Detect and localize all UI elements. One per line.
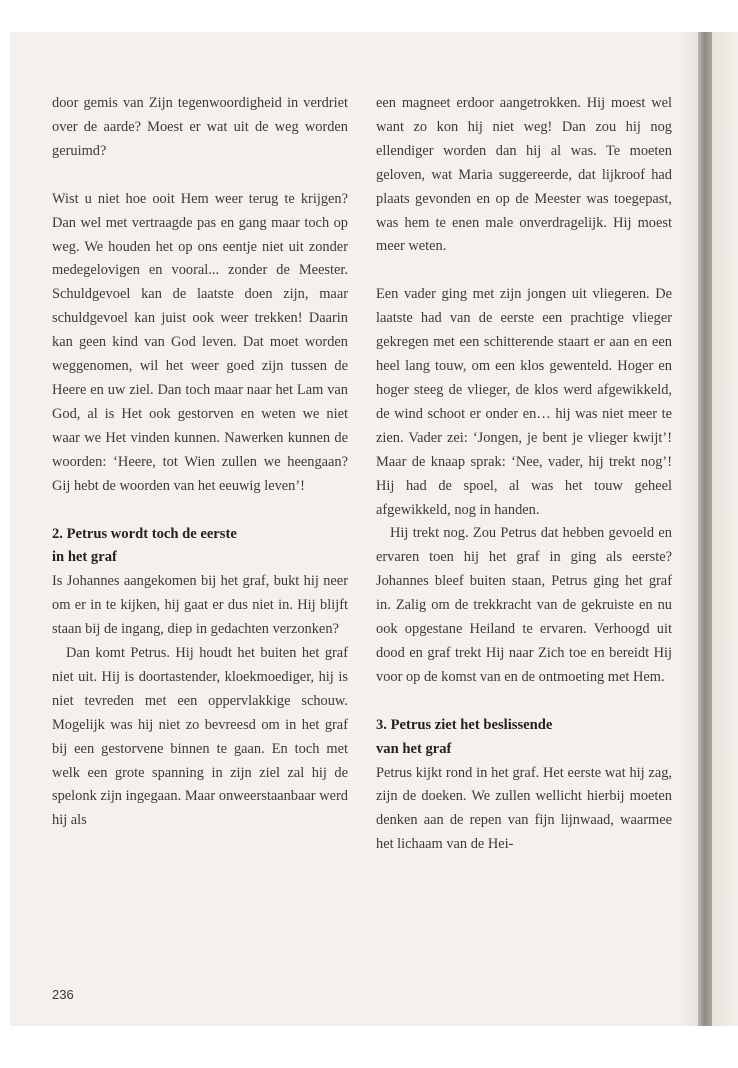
page-number: 236	[52, 987, 74, 1002]
paragraph: Petrus kijkt rond in het graf. Het eerste wat hij zag, zijn de doeken. We zullen wellicht hierbij moeten denken aan de repen van fijn lijnwaad, waarmee het lichaam van de Hei-	[376, 764, 672, 853]
left-column	[52, 92, 348, 833]
section-heading-3	[376, 714, 672, 762]
paragraph: Dan komt Petrus. Hij houdt het buiten het graf niet uit. Hij is doortastender, kloekmoediger, hij is niet tevreden met een oppervlakkige schouw. Mogelijk was hij niet zo bevreesd om in het graf bij een gestorvene binnen te gaan. En toch met welk een grote spanning in zijn ziel zal hij de spelonk zijn ingegaan. Maar onweerstaanbaar werd hij als	[52, 645, 348, 829]
paragraph: Hij trekt nog. Zou Petrus dat hebben gevoeld en ervaren toen hij het graf in ging als eerste? Johannes bleef buiten staan, Petrus ging het graf in. Zalig om de trekkracht van de gekruiste en nu ook opgestane Heiland te ervaren. Verhoogd uit dood en graf trekt Hij naar Zich toe en bereidt Hij voor op de komst van en de ontmoeting met Hem.	[376, 525, 672, 685]
facing-page-edge	[712, 32, 738, 1026]
paragraph: een magneet erdoor aangetrokken. Hij moest wel want zo kon hij niet weg! Dan zou hij nog ellendiger worden dan hij al was. Te moeten geloven, wat Maria suggereerde, dat lijkroof had plaats gevonden en op de Meester was toegepast, was hem te enen male onverdragelijk. Hij moest meer weten.	[376, 95, 672, 255]
section-heading-2	[52, 523, 348, 571]
heading-line: 2. Petrus wordt toch de eerste	[52, 525, 237, 542]
heading-line: in het graf	[52, 549, 117, 566]
heading-line: 3. Petrus ziet het beslissende	[376, 716, 553, 733]
right-column	[376, 92, 672, 857]
book-spine	[698, 32, 712, 1026]
heading-line: van het graf	[376, 740, 452, 757]
paragraph: Wist u niet hoe ooit Hem weer terug te krijgen? Dan wel met vertraagde pas en gang maar toch op weg. We houden het op ons eentje niet uit zonder medegelovigen en vooral... zonder de Meester. Schuldgevoel kan de laatste doen zijn, maar schuldgevoel kan juist ook weer trekken! Daarin kan geen kind van God leven. Dat moet worden weggenomen, wil het weer goed zijn tussen de Heere en uw ziel. Dan toch maar naar het Lam van God, al is Het ook gestorven en weten we niet waar we Het vinden kunnen. Nawerken kunnen de woorden: ‘Heere, tot Wien zullen we heengaan? Gij hebt de woorden van het eeuwig leven’!	[52, 190, 348, 494]
paragraph: Is Johannes aangekomen bij het graf, bukt hij neer om er in te kijken, hij gaat er dus niet in. Hij blijft staan bij de ingang, diep in gedachten verzonken?	[52, 573, 348, 638]
paragraph: door gemis van Zijn tegenwoordigheid in verdriet over de aarde? Moest er wat uit de weg worden geruimd?	[52, 95, 348, 159]
paragraph: Een vader ging met zijn jongen uit vliegeren. De laatste had van de eerste een prachtige vlieger gekregen met een schitterende staart er aan en een heel lang touw, om een klos gewenteld. Hoger en hoger steeg de vlieger, de klos werd afgewikkeld, de wind schoot er onder en… hij was niet meer te zien. Vader zei: ‘Jongen, je bent je vlieger kwijt’! Maar de knaap sprak: ‘Nee, vader, hij trekt nog’! Hij had de spoel, al was het touw geheel afgewikkeld, nog in handen.	[376, 286, 672, 518]
